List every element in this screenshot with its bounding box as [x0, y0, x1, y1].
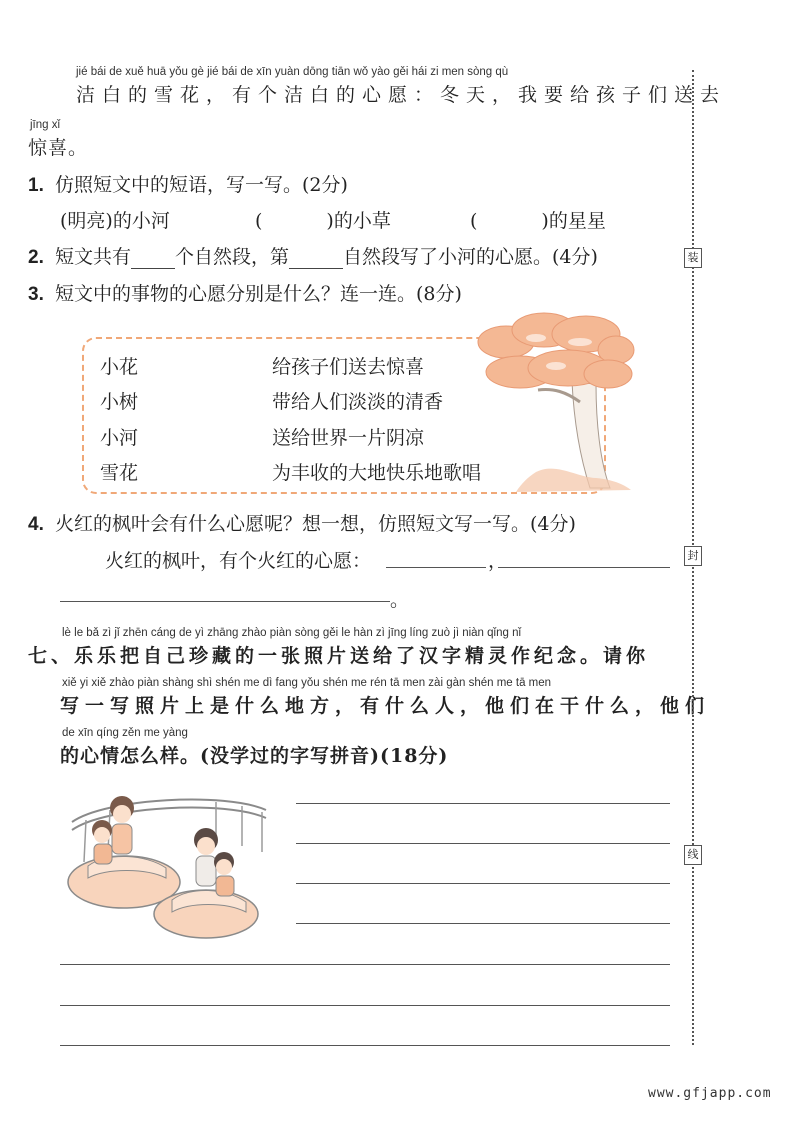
q1-text: 仿照短文中的短语，写一写。(2分) [54, 174, 348, 196]
q2-blank-1[interactable] [131, 250, 175, 269]
q2-blank-2[interactable] [289, 250, 343, 269]
match-left-1[interactable]: 小花 [100, 356, 139, 378]
question-2: 2. 短文共有 个自然段，第 自然段写了小河的心愿。(4分) [28, 246, 598, 268]
section7-pinyin-2: xiě yi xiě zhào piàn shàng shì shén me dì fang yǒu shén me rén tā men zài gàn shén me tā men [62, 677, 552, 689]
match-left-3[interactable]: 小河 [100, 427, 139, 449]
writing-line-2[interactable] [296, 843, 670, 844]
q1-item-1: (明亮)的小河 [60, 210, 170, 232]
match-left-2[interactable]: 小树 [100, 391, 139, 413]
passage-pinyin-2: jīng xǐ [30, 119, 61, 131]
writing-line-6[interactable] [60, 1005, 670, 1006]
match-right-2[interactable]: 带给人们淡淡的清香 [272, 391, 444, 413]
match-right-1[interactable]: 给孩子们送去惊喜 [272, 356, 425, 378]
q1-item-2: ( )的小草 [255, 210, 391, 232]
question-1 [28, 170, 348, 197]
q1-item-3: ( )的星星 [470, 210, 606, 232]
bumper-cars-illustration [66, 782, 272, 942]
q4-answer-blank-1[interactable] [386, 567, 486, 568]
q3-number: 3. [28, 284, 44, 305]
q4-text: 火红的枫叶会有什么心愿呢？想一想，仿照短文写一写。(4分) [54, 513, 576, 535]
writing-line-4[interactable] [296, 923, 670, 924]
q2-number: 2. [28, 247, 44, 268]
section7-pinyin-1: lè le bǎ zì jǐ zhēn cáng de yì zhāng zhào piàn sòng gěi le hàn zì jīng líng zuò jì niàn qǐng nǐ [62, 627, 522, 639]
passage-text-2: 惊喜。 [28, 137, 89, 159]
binding-char-zhuang: 装 [684, 248, 702, 268]
q4-end: 。 [390, 589, 410, 611]
tree-illustration [476, 312, 636, 494]
q3-text: 短文中的事物的心愿分别是什么？连一连。(8分) [54, 283, 462, 305]
q4-answer-blank-2[interactable] [498, 567, 670, 568]
binding-char-xian: 线 [684, 845, 702, 865]
binding-char-feng: 封 [684, 546, 702, 566]
q4-answer-blank-3[interactable] [60, 601, 390, 602]
watermark: www.gfjapp.com [648, 1086, 772, 1101]
q4-comma: ， [488, 550, 508, 572]
match-right-4[interactable]: 为丰收的大地快乐地歌唱 [272, 462, 482, 484]
match-left-4[interactable]: 雪花 [100, 462, 139, 484]
question-3 [28, 279, 462, 306]
section7-pinyin-3: de xīn qíng zěn me yàng [62, 727, 188, 739]
writing-line-3[interactable] [296, 883, 670, 884]
section7-line-2: 写一写照片上是什么地方，有什么人，他们在干什么，他们 [60, 695, 711, 717]
writing-line-7[interactable] [60, 1045, 670, 1046]
passage-text-1: 洁白的雪花，有个洁白的心愿：冬天，我要给孩子们送去 [76, 84, 727, 106]
section7-line-3: 的心情怎么样。(没学过的字写拼音)(18分) [60, 745, 449, 767]
match-right-3[interactable]: 送给世界一片阴凉 [272, 427, 425, 449]
question-4 [28, 509, 576, 536]
q4-number: 4. [28, 514, 44, 535]
passage-pinyin-1: jié bái de xuě huā yǒu gè jié bái de xīn yuàn dōng tiān wǒ yào gěi hái zi men sòng qù [76, 66, 509, 78]
q4-prompt: 火红的枫叶，有个火红的心愿： [105, 550, 372, 572]
section7-line-1: 七、乐乐把自己珍藏的一张照片送给了汉字精灵作纪念。请你 [28, 645, 650, 667]
writing-line-5[interactable] [60, 964, 670, 965]
writing-line-1[interactable] [296, 803, 670, 804]
q1-number: 1. [28, 175, 44, 196]
